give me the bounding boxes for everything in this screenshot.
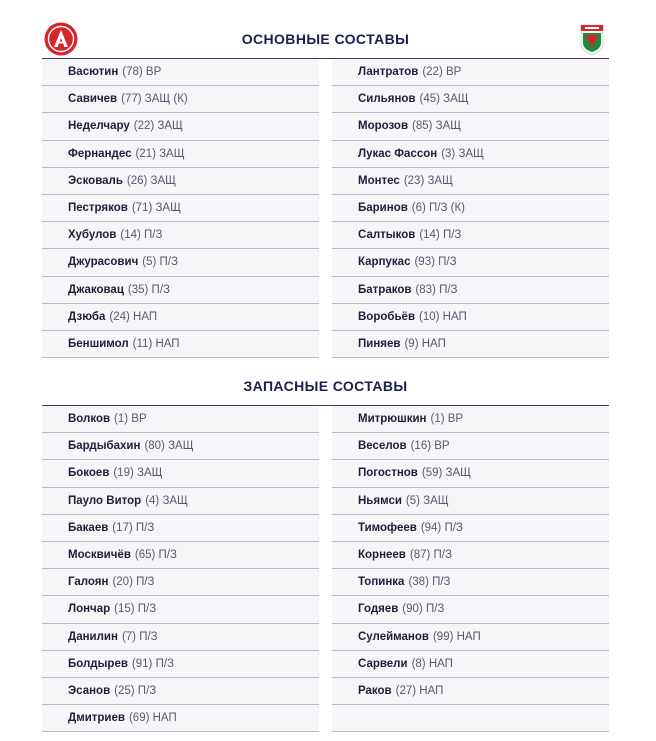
player-number-position: (65) П/З bbox=[134, 549, 177, 562]
player-number-position: (14) П/З bbox=[419, 229, 462, 242]
player-number-position: (35) П/З bbox=[127, 283, 170, 296]
player-row bbox=[42, 331, 319, 358]
player-number-position: (1) ВР bbox=[430, 413, 464, 426]
player-name: Топинка bbox=[358, 576, 405, 589]
player-row bbox=[332, 304, 609, 331]
player-number-position: (11) НАП bbox=[132, 337, 180, 350]
player-row bbox=[42, 277, 319, 304]
player-name: Салтыков bbox=[358, 229, 416, 242]
player-row bbox=[42, 113, 319, 140]
player-number-position: (17) П/З bbox=[112, 521, 155, 534]
player-name: Сулейманов bbox=[358, 630, 429, 643]
player-row bbox=[332, 59, 609, 86]
player-row bbox=[332, 460, 609, 487]
player-number-position: (80) ЗАЩ bbox=[144, 440, 194, 453]
player-number-position: (38) П/З bbox=[408, 576, 451, 589]
player-row bbox=[42, 86, 319, 113]
player-row bbox=[332, 249, 609, 276]
player-name: Беншимол bbox=[68, 337, 129, 350]
player-row bbox=[332, 596, 609, 623]
player-row bbox=[332, 433, 609, 460]
player-row bbox=[42, 515, 319, 542]
player-name: Ньямси bbox=[358, 494, 402, 507]
player-number-position: (4) ЗАЩ bbox=[145, 494, 188, 507]
player-name: Морозов bbox=[358, 120, 409, 133]
player-name: Эсковаль bbox=[68, 174, 123, 187]
player-name: Эсанов bbox=[68, 684, 111, 697]
player-row bbox=[332, 86, 609, 113]
player-row bbox=[42, 168, 319, 195]
substitutes-title: ЗАПАСНЫЕ СОСТАВЫ bbox=[243, 378, 408, 394]
player-number-position: (15) П/З bbox=[114, 603, 157, 616]
player-name: Лантратов bbox=[358, 66, 419, 79]
player-name: Дмитриев bbox=[68, 712, 125, 725]
player-number-position: (16) ВР bbox=[410, 440, 450, 453]
player-row bbox=[332, 195, 609, 222]
player-number-position: (20) П/З bbox=[112, 576, 155, 589]
player-name: Москвичёв bbox=[68, 549, 131, 562]
away-starting-lineup bbox=[332, 59, 609, 358]
player-row bbox=[42, 141, 319, 168]
player-number-position: (85) ЗАЩ bbox=[412, 120, 462, 133]
player-row bbox=[332, 141, 609, 168]
player-number-position: (3) ЗАЩ bbox=[441, 147, 484, 160]
player-number-position: (5) П/З bbox=[142, 256, 178, 269]
player-row bbox=[332, 624, 609, 651]
player-number-position: (90) П/З bbox=[402, 603, 445, 616]
player-name: Тимофеев bbox=[358, 521, 417, 534]
player-name: Пиняев bbox=[358, 337, 401, 350]
player-name: Раков bbox=[358, 684, 392, 697]
player-name: Митрюшкин bbox=[358, 413, 427, 426]
player-name: Лукас Фассон bbox=[358, 147, 438, 160]
player-row bbox=[332, 113, 609, 140]
player-name: Монтес bbox=[358, 174, 400, 187]
player-name: Джаковац bbox=[68, 283, 124, 296]
player-row bbox=[42, 249, 319, 276]
player-name: Неделчару bbox=[68, 120, 130, 133]
player-row bbox=[42, 624, 319, 651]
player-row bbox=[42, 542, 319, 569]
player-name: Васютин bbox=[68, 66, 119, 79]
player-row bbox=[332, 222, 609, 249]
player-row bbox=[332, 678, 609, 705]
player-number-position: (8) НАП bbox=[411, 657, 453, 670]
player-number-position: (91) П/З bbox=[131, 657, 174, 670]
player-number-position: (22) ВР bbox=[422, 66, 462, 79]
player-name: Сильянов bbox=[358, 93, 416, 106]
player-number-position: (71) ЗАЩ bbox=[131, 202, 181, 215]
player-name: Пестряков bbox=[68, 202, 128, 215]
player-number-position: (77) ЗАЩ (К) bbox=[121, 93, 188, 106]
empty-row bbox=[332, 705, 609, 732]
player-name: Фернандес bbox=[68, 147, 132, 160]
player-number-position: (24) НАП bbox=[109, 310, 158, 323]
player-number-position: (25) П/З bbox=[114, 684, 157, 697]
player-number-position: (6) П/З (К) bbox=[411, 202, 466, 215]
home-substitutes bbox=[42, 406, 319, 732]
player-row bbox=[42, 678, 319, 705]
player-name: Дзюба bbox=[68, 310, 106, 323]
player-name: Веселов bbox=[358, 440, 407, 453]
player-name: Лончар bbox=[68, 603, 111, 616]
player-name: Савичев bbox=[68, 93, 118, 106]
player-number-position: (27) НАП bbox=[395, 684, 444, 697]
player-row bbox=[42, 59, 319, 86]
player-number-position: (94) П/З bbox=[420, 521, 463, 534]
player-number-position: (59) ЗАЩ bbox=[421, 467, 471, 480]
player-name: Хубулов bbox=[68, 229, 117, 242]
player-number-position: (9) НАП bbox=[404, 337, 446, 350]
player-name: Батраков bbox=[358, 283, 412, 296]
player-row bbox=[332, 277, 609, 304]
player-number-position: (14) П/З bbox=[120, 229, 163, 242]
player-name: Галоян bbox=[68, 576, 109, 589]
player-number-position: (99) НАП bbox=[432, 630, 481, 643]
player-name: Бакаев bbox=[68, 521, 109, 534]
player-name: Пауло Витор bbox=[68, 494, 142, 507]
player-row bbox=[332, 542, 609, 569]
away-substitutes bbox=[332, 406, 609, 732]
player-row bbox=[42, 651, 319, 678]
player-name: Сарвели bbox=[358, 657, 408, 670]
player-number-position: (10) НАП bbox=[419, 310, 467, 323]
player-name: Карпукас bbox=[358, 256, 411, 269]
player-row bbox=[42, 433, 319, 460]
starting-lineups-title: ОСНОВНЫЕ СОСТАВЫ bbox=[241, 31, 410, 47]
player-number-position: (83) П/З bbox=[415, 283, 458, 296]
player-name: Данилин bbox=[68, 630, 118, 643]
player-number-position: (21) ЗАЩ bbox=[135, 147, 185, 160]
player-row bbox=[42, 569, 319, 596]
player-row bbox=[332, 406, 609, 433]
player-row bbox=[42, 304, 319, 331]
player-number-position: (87) П/З bbox=[409, 549, 452, 562]
player-number-position: (1) ВР bbox=[114, 413, 147, 426]
player-name: Воробьёв bbox=[358, 310, 416, 323]
player-name: Погостнов bbox=[358, 467, 418, 480]
player-row bbox=[42, 195, 319, 222]
player-row bbox=[332, 331, 609, 358]
player-name: Бокоев bbox=[68, 467, 110, 480]
player-row bbox=[42, 460, 319, 487]
player-number-position: (23) ЗАЩ bbox=[403, 174, 453, 187]
player-name: Корнеев bbox=[358, 549, 406, 562]
player-row bbox=[332, 651, 609, 678]
player-row bbox=[42, 222, 319, 249]
player-name: Болдырев bbox=[68, 657, 128, 670]
player-row bbox=[332, 168, 609, 195]
player-number-position: (45) ЗАЩ bbox=[419, 93, 469, 106]
home-starting-lineup bbox=[42, 59, 319, 358]
player-row bbox=[332, 569, 609, 596]
player-name: Джурасович bbox=[68, 256, 139, 269]
player-number-position: (78) ВР bbox=[122, 66, 162, 79]
player-number-position: (5) ЗАЩ bbox=[405, 494, 449, 507]
player-number-position: (26) ЗАЩ bbox=[126, 174, 176, 187]
player-row bbox=[42, 406, 319, 433]
player-row bbox=[42, 705, 319, 732]
player-row bbox=[332, 515, 609, 542]
player-number-position: (22) ЗАЩ bbox=[133, 120, 183, 133]
player-number-position: (19) ЗАЩ bbox=[113, 467, 163, 480]
player-name: Бардыбахин bbox=[68, 440, 141, 453]
player-name: Волков bbox=[68, 413, 111, 426]
player-number-position: (93) П/З bbox=[414, 256, 457, 269]
player-number-position: (69) НАП bbox=[128, 712, 177, 725]
player-name: Годяев bbox=[358, 603, 399, 616]
player-name: Баринов bbox=[358, 202, 408, 215]
player-number-position: (7) П/З bbox=[121, 630, 158, 643]
player-row bbox=[332, 488, 609, 515]
player-row bbox=[42, 596, 319, 623]
player-row bbox=[42, 488, 319, 515]
